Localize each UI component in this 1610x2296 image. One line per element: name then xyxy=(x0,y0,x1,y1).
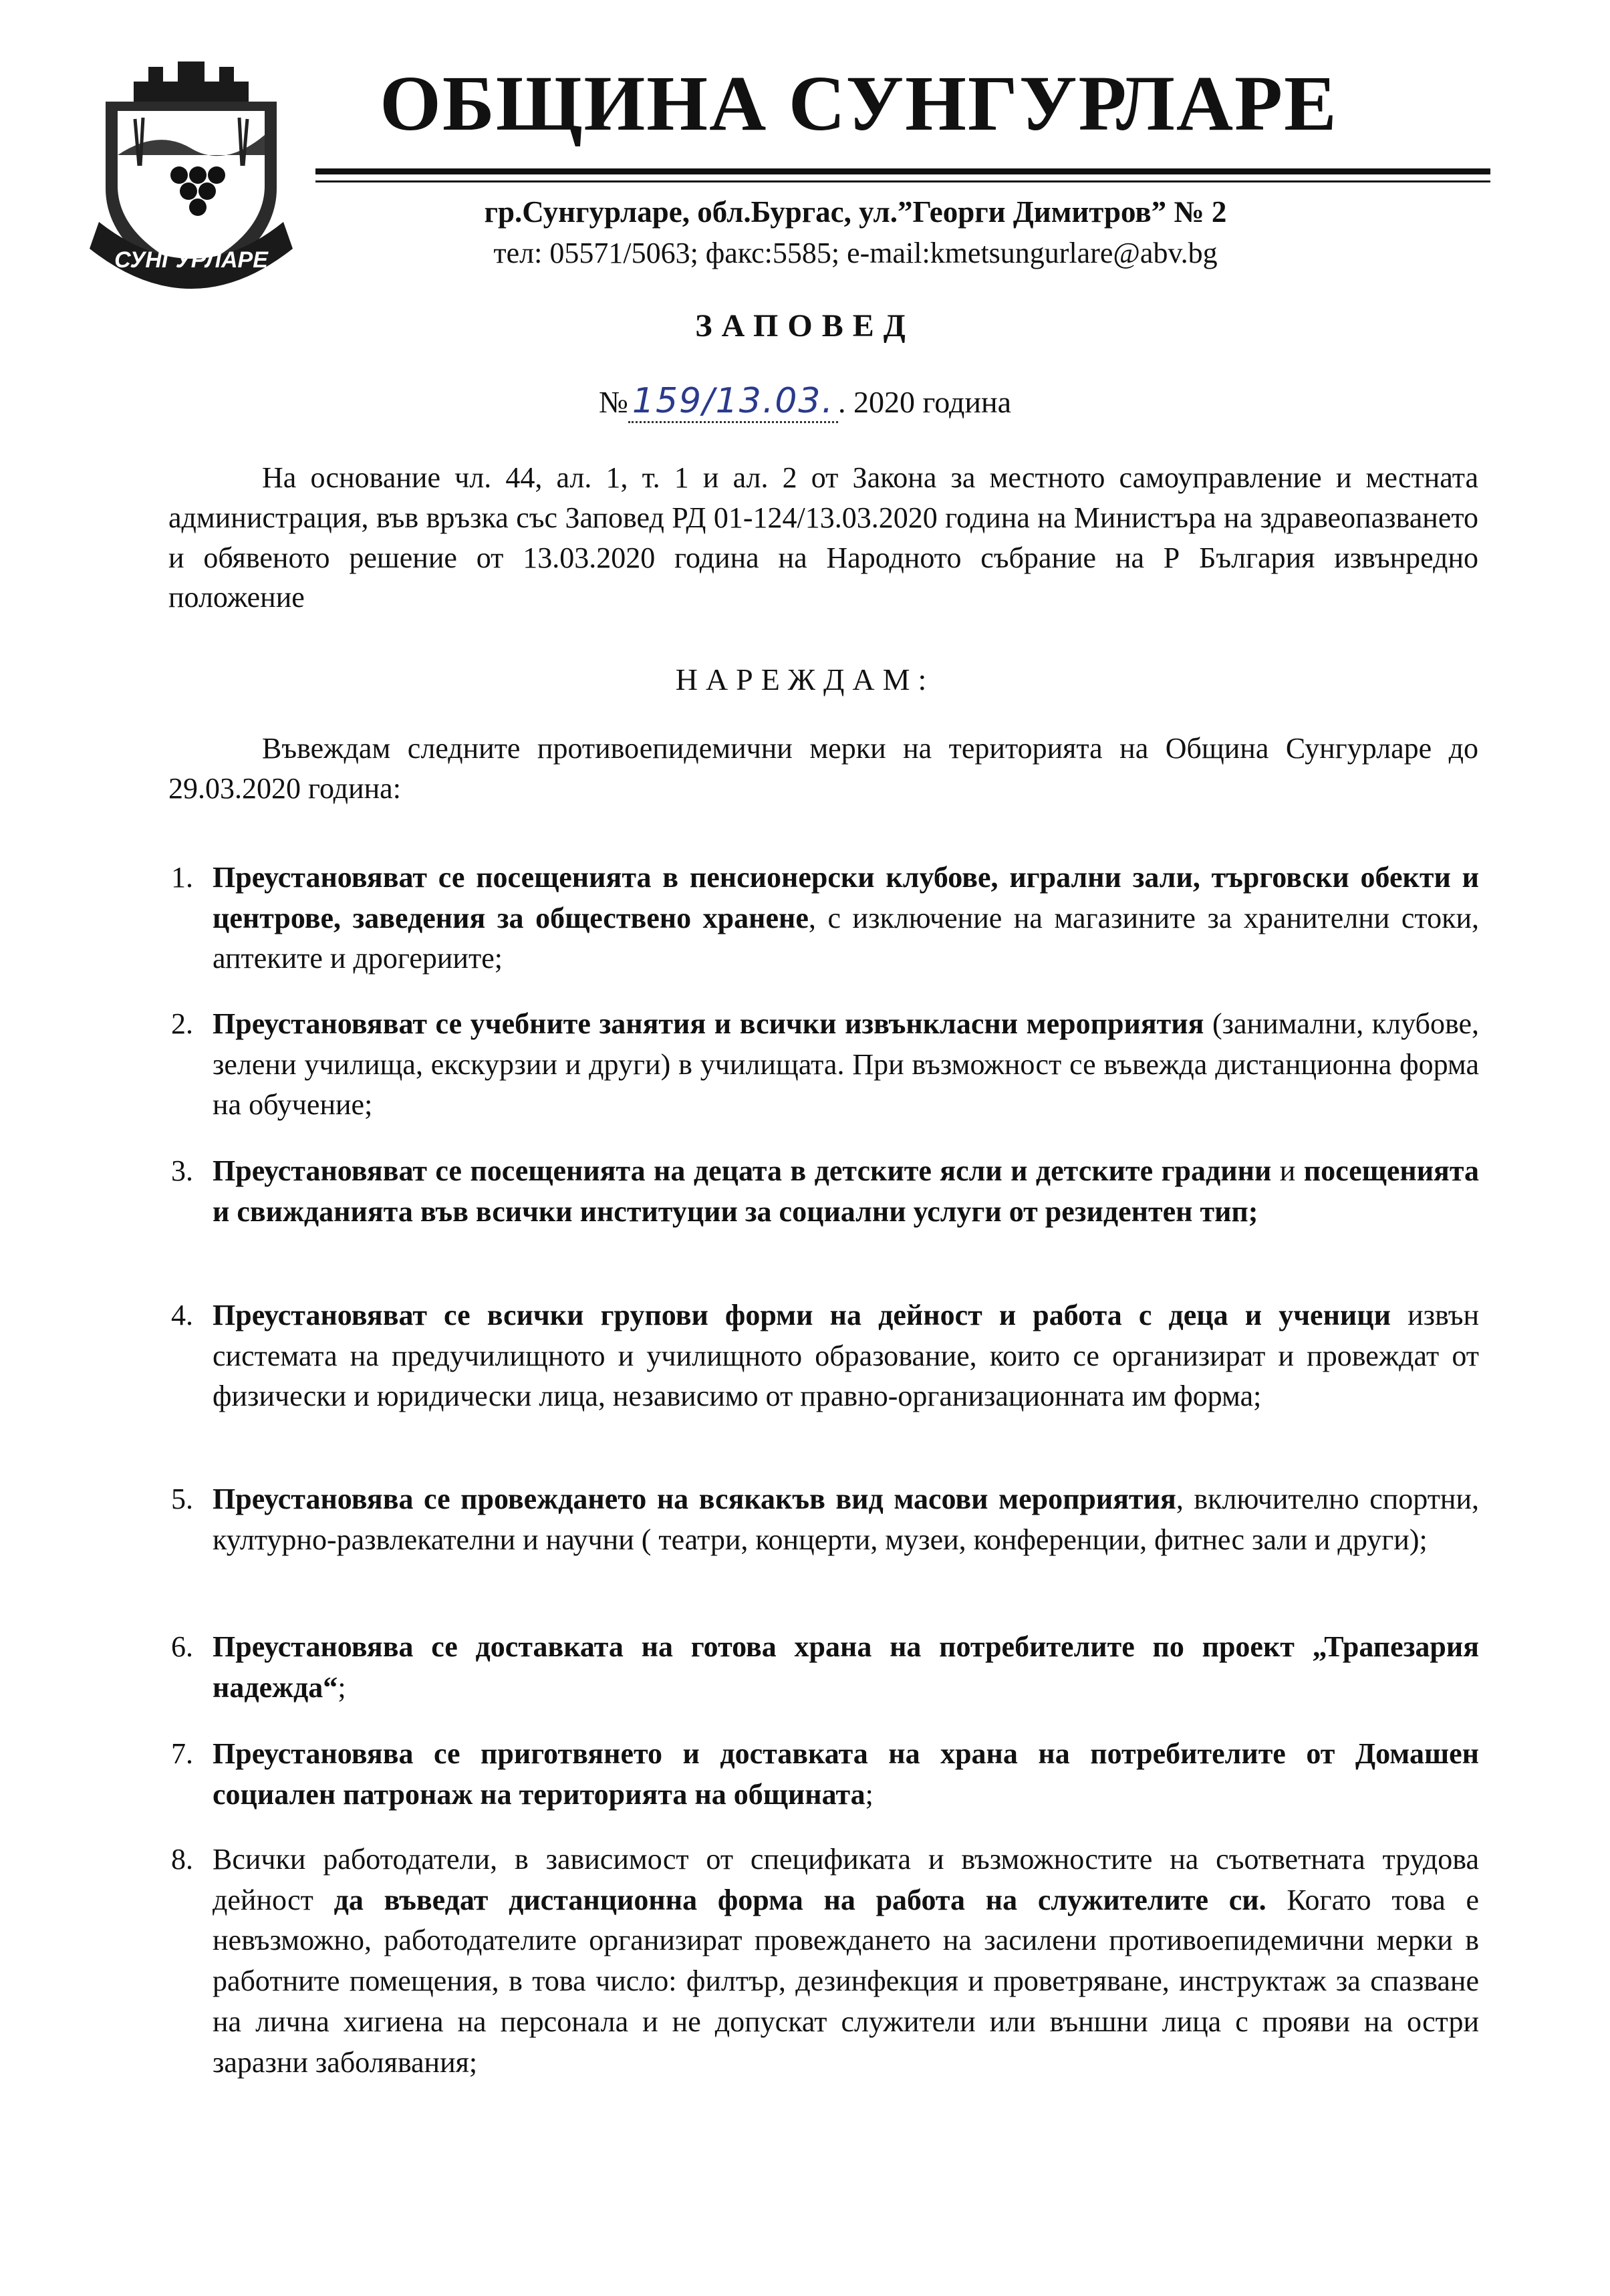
order-number-prefix: № xyxy=(598,385,628,419)
list-item-text: ; xyxy=(865,1777,874,1811)
contacts-line: тел: 05571/5063; факс:5585; e-mail:kmetsungurlare@abv.bg xyxy=(493,237,1218,269)
list-item-number: 1. xyxy=(171,861,193,894)
list-item-bold: Преустановяват се всички групови форми на дейност и работа с деца и ученици xyxy=(213,1299,1391,1331)
list-item-bold: Преустановява се доставката на готова храна на потребителите по проект „Трапезария надежда“ xyxy=(213,1630,1479,1704)
list-item-number: 6. xyxy=(171,1630,193,1663)
list-item-4 xyxy=(171,1295,1480,1417)
list-item-1 xyxy=(171,858,1480,979)
list-item-text: и xyxy=(1271,1154,1304,1187)
list-item-6 xyxy=(171,1627,1479,1708)
list-item-bold: Преустановява се провеждането на всякакъв вид масови мероприятия xyxy=(213,1483,1176,1515)
list-item-text: Когато това е невъзможно, работодателите организират провеждането на засилени противоепидемични мерки в работните помещения, в това число: филтър, дезинфекция и проветряване, инструктаж за спазване на лична хигиена на персонала и не допускат служители или външни лица с прояви на остри заразни заболявания; xyxy=(213,1883,1479,2079)
order-number-handwritten: 159/13.03. xyxy=(628,381,838,423)
municipality-crest-logo xyxy=(79,55,303,294)
list-item-number: 2. xyxy=(171,1007,193,1040)
address-line: гр.Сунгурларе, обл.Бургас, ул.”Георги Димитров” № 2 xyxy=(484,195,1227,229)
list-item-text-pre: Всички работодатели, в зависимост от спецификата и възможностите на съответната трудова дейност xyxy=(213,1843,1479,1916)
list-item-number: 4. xyxy=(171,1299,193,1331)
header-divider-thin xyxy=(315,180,1490,182)
order-title: ЗАПОВЕД xyxy=(695,308,915,344)
list-item-5 xyxy=(171,1479,1480,1560)
list-item-bold: Преустановяват се посещенията на децата в детските ясли и детските градини xyxy=(213,1154,1272,1187)
list-item-bold: да въведат дистанционна форма на работа на служителите си. xyxy=(333,1883,1266,1916)
list-item-text: , включително спортни, културно-развлекателни и научни ( театри, концерти, музеи, конференции, фитнес зали и други); xyxy=(213,1483,1480,1556)
svg-text:СУНГУРЛАРЕ: СУНГУРЛАРЕ xyxy=(114,247,268,273)
list-item-number: 7. xyxy=(171,1737,193,1770)
list-item-text: извън системата на предучилищното и училищното образование, които се организират и провеждат от физически и юридически лица, независимо от правно-организационната им форма; xyxy=(213,1299,1480,1413)
header-divider-thick xyxy=(315,168,1490,174)
list-item-bold-2: посещенията и свижданията във всички институции за социални услуги от резидентен тип; xyxy=(213,1154,1480,1228)
preamble-paragraph: На основание чл. 44, ал. 1, т. 1 и ал. 2 от Закона за местното самоуправление и местната администрация, във връзка със Заповед РД 01-124/13.03.2020 година на Министъра на здравеопазването и обявеното решение от 13.03.2020 година на Народното събрание на Р България извънредно положение xyxy=(168,461,1478,614)
list-item-text: (занимални, клубове, зелени училища, екскурзии и други) в училищата. При възможност се въвежда дистанционна форма на обучение; xyxy=(213,1007,1479,1122)
list-item-7 xyxy=(171,1734,1479,1815)
decree-heading: НАРЕЖДАМ: xyxy=(675,662,935,696)
order-number-year: 2020 година xyxy=(853,385,1011,419)
list-item-3 xyxy=(171,1151,1480,1232)
list-item-8 xyxy=(171,1839,1479,2083)
list-item-text: ; xyxy=(338,1670,346,1704)
list-item-bold: Преустановява се приготвянето и доставката на храна на потребителите от Домашен социален патронаж на територията на общината xyxy=(213,1737,1479,1811)
list-item-number: 8. xyxy=(171,1843,193,1876)
list-item-text: , с изключение на магазините за хранителни стоки, аптеките и дрогериите; xyxy=(213,901,1480,975)
list-item-bold: Преустановяват се учебните занятия и всички извънкласни мероприятия xyxy=(213,1007,1204,1040)
intro-paragraph: Въвеждам следните противоепидемични мерки на територията на Община Сунгурларе до 29.03.2020 година: xyxy=(168,732,1478,805)
list-item-2 xyxy=(171,1004,1479,1126)
list-item-number: 5. xyxy=(171,1483,193,1515)
order-number: № 159/13.03. . 2020 година xyxy=(0,381,1610,421)
list-item-bold: Преустановяват се посещенията в пенсионерски клубове, игрални зали, търговски обекти и центрове, заведения за обществено хранене xyxy=(213,861,1479,934)
list-item-number: 3. xyxy=(171,1154,193,1187)
municipality-name: ОБЩИНА СУНГУРЛАРЕ xyxy=(380,59,1338,147)
